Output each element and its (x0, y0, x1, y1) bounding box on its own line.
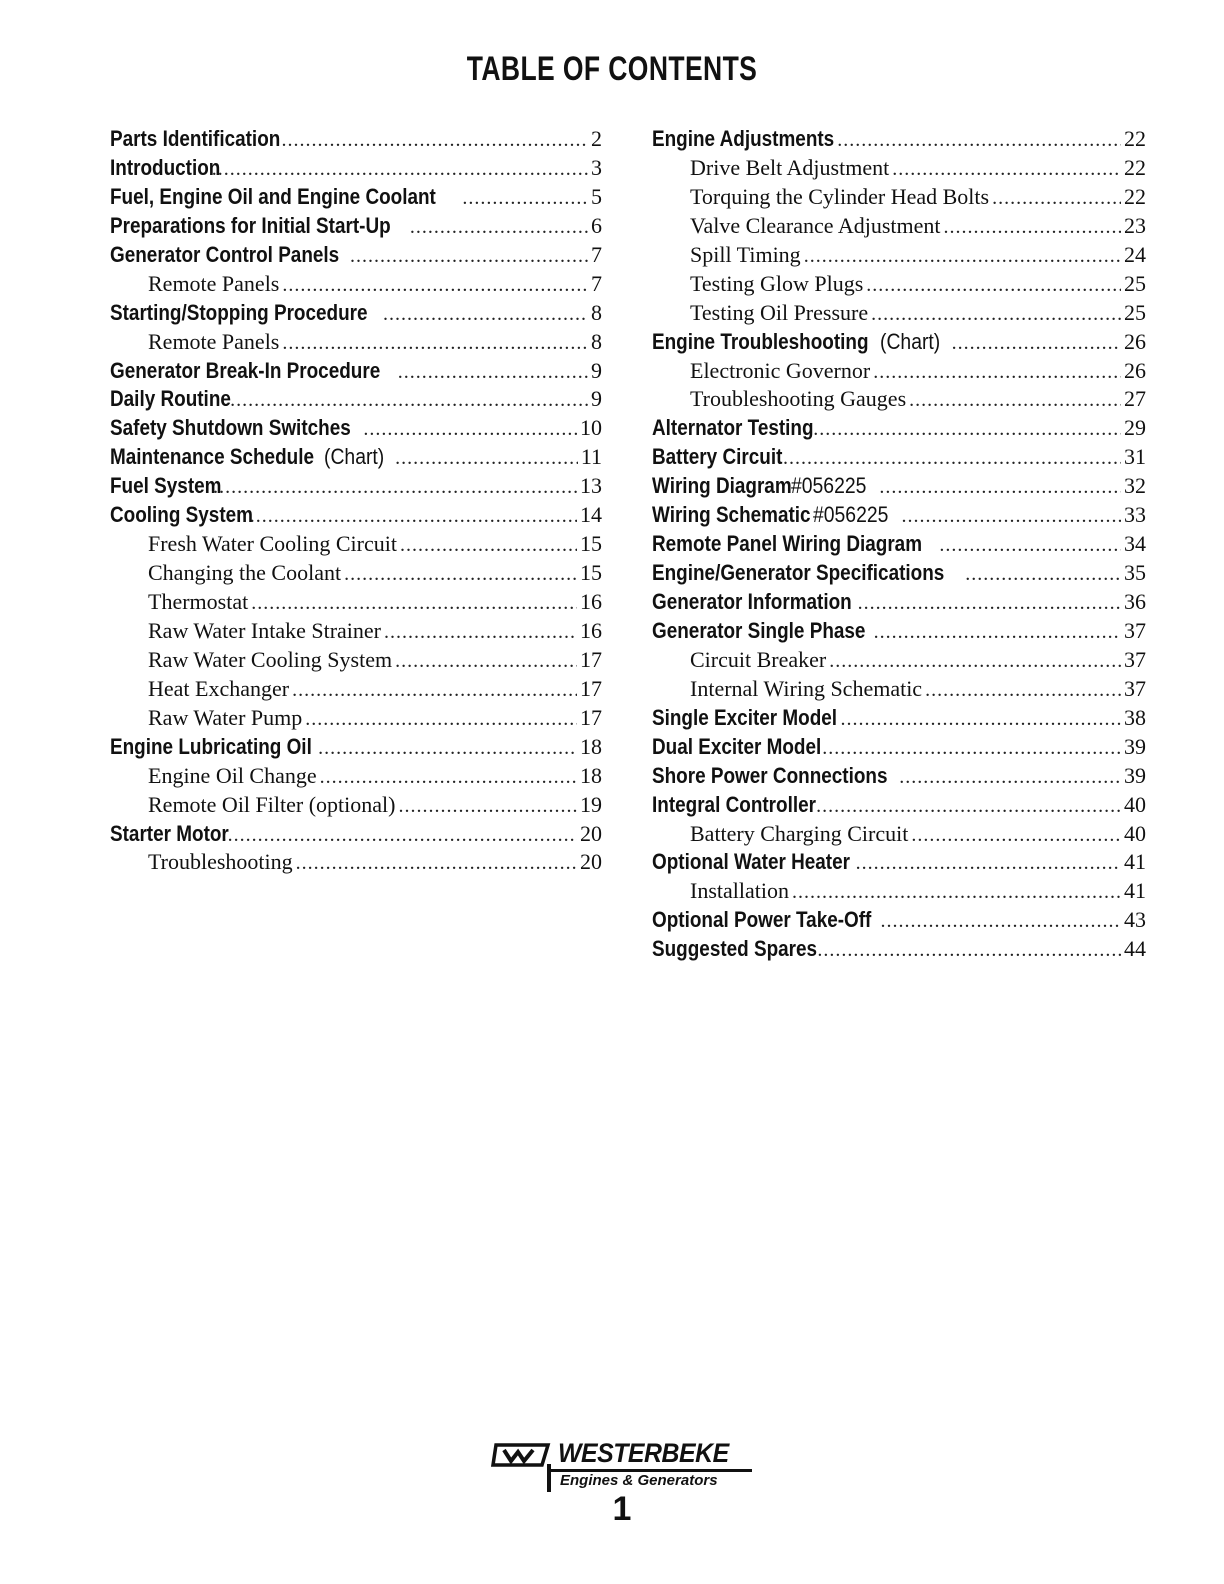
toc-dot-leader (817, 936, 1121, 964)
toc-entry-label: Introduction (110, 154, 221, 180)
toc-entry-page: 13 (580, 473, 602, 499)
toc-entry-label: Raw Water Cooling System (148, 646, 393, 672)
toc-entry-page: 33 (1124, 502, 1146, 528)
toc-entry-page: 15 (580, 560, 602, 586)
toc-dot-leader (777, 444, 1121, 472)
toc-dot-leader (292, 676, 577, 704)
toc-entry[interactable] (652, 241, 1146, 270)
toc-entry[interactable] (110, 212, 602, 241)
toc-entry[interactable] (652, 762, 1146, 791)
toc-entry-label: Testing Oil Pressure (690, 299, 869, 325)
toc-dot-leader (829, 647, 1121, 675)
toc-entry-label: Single Exciter Model (652, 704, 838, 730)
toc-entry[interactable] (652, 183, 1146, 212)
toc-dot-leader (222, 821, 577, 849)
toc-entry-label: Wiring Diagram (652, 473, 792, 499)
toc-entry[interactable] (110, 704, 602, 733)
toc-entry-page: 37 (1124, 617, 1146, 643)
toc-entry[interactable] (110, 588, 602, 617)
toc-entry-page: 40 (1124, 820, 1146, 846)
toc-dot-leader (344, 560, 577, 588)
toc-entry[interactable] (110, 154, 602, 183)
toc-entry[interactable] (652, 328, 1146, 357)
toc-entry-label: Dual Exciter Model (652, 733, 822, 759)
toc-entry[interactable] (652, 385, 1146, 414)
toc-entry-page: 15 (580, 531, 602, 557)
toc-entry[interactable] (110, 820, 602, 849)
toc-entry-label: Raw Water Intake Strainer (148, 617, 382, 643)
toc-dot-leader (410, 213, 588, 241)
toc-entry[interactable] (652, 704, 1146, 733)
toc-entry[interactable] (652, 588, 1146, 617)
toc-entry-label: Generator Information (652, 589, 852, 614)
toc-entry[interactable] (110, 241, 602, 270)
toc-dot-leader (282, 126, 588, 154)
toc-entry-label: Fuel System (110, 473, 222, 499)
toc-dot-leader (250, 502, 577, 530)
toc-dot-leader (880, 907, 1121, 935)
toc-entry[interactable] (652, 906, 1146, 935)
toc-entry-label: Battery Charging Circuit (690, 820, 909, 846)
toc-entry-label: Safety Shutdown Switches (110, 415, 351, 441)
toc-entry-label: Cooling System (110, 502, 253, 528)
toc-entry[interactable] (652, 530, 1146, 559)
toc-dot-leader (892, 155, 1121, 183)
toc-dot-leader (858, 589, 1121, 617)
toc-entry[interactable] (652, 848, 1146, 877)
toc-entry-page: 27 (1124, 386, 1146, 412)
toc-entry-label: Remote Oil Filter (optional) (148, 791, 396, 817)
toc-entry-suffix: (Chart) (880, 328, 941, 354)
toc-entry-page: 7 (591, 241, 602, 267)
toc-entry-page: 20 (580, 849, 602, 875)
toc-dot-leader (841, 705, 1121, 733)
toc-entry[interactable] (652, 559, 1146, 588)
toc-entry[interactable] (652, 935, 1146, 964)
toc-entry-label: Fuel, Engine Oil and Engine Coolant (110, 183, 436, 209)
toc-entry-page: 22 (1124, 154, 1146, 180)
toc-dot-leader (813, 415, 1121, 443)
toc-entry[interactable] (110, 270, 602, 299)
toc-dot-leader (384, 618, 577, 646)
toc-dot-leader (398, 792, 577, 820)
toc-entry-page: 5 (591, 183, 602, 209)
toc-entry-page: 22 (1124, 183, 1146, 209)
toc-entry[interactable] (110, 299, 602, 328)
toc-entry[interactable] (110, 530, 602, 559)
toc-dot-leader (856, 849, 1121, 877)
toc-entry-page: 16 (580, 589, 602, 614)
westerbeke-logo (490, 1438, 752, 1496)
toc-dot-leader (350, 242, 588, 270)
toc-dot-leader (282, 329, 588, 357)
toc-entry-suffix: (Chart) (323, 444, 384, 470)
toc-entry-label: Remote Panel Wiring Diagram (652, 531, 923, 557)
toc-dot-leader (804, 242, 1121, 270)
toc-entry-page: 24 (1124, 241, 1146, 267)
toc-entry[interactable] (652, 154, 1146, 183)
toc-entry-page: 16 (580, 617, 602, 643)
toc-entry[interactable] (652, 617, 1146, 646)
toc-dot-leader (282, 271, 588, 299)
toc-entry-label: Integral Controller (652, 791, 816, 817)
toc-dot-leader (224, 386, 588, 414)
toc-entry-label: Engine Lubricating Oil (110, 733, 312, 759)
toc-dot-leader (925, 676, 1121, 704)
toc-entry-label: Raw Water Pump (148, 704, 303, 730)
toc-entry-label: Maintenance Schedule (110, 444, 314, 470)
toc-dot-leader (296, 849, 577, 877)
toc-entry-page: 25 (1124, 270, 1146, 296)
toc-entry-label: Spill Timing (690, 241, 801, 267)
toc-entry-page: 38 (1124, 704, 1146, 730)
toc-entry-page: 22 (1124, 126, 1146, 151)
toc-entry-label: Fresh Water Cooling Circuit (148, 531, 397, 557)
toc-entry[interactable] (652, 443, 1146, 472)
toc-dot-leader (899, 763, 1121, 791)
toc-entry-page: 26 (1124, 328, 1146, 354)
toc-entry[interactable] (652, 733, 1146, 762)
toc-entry[interactable] (652, 877, 1146, 906)
toc-entry-page: 10 (580, 415, 602, 441)
toc-entry-page: 41 (1124, 849, 1146, 875)
toc-entry-label: Optional Power Take-Off (652, 907, 872, 933)
toc-entry-page: 32 (1124, 473, 1146, 499)
toc-entry-page: 11 (580, 444, 602, 470)
toc-entry[interactable] (110, 559, 602, 588)
toc-dot-leader (822, 734, 1121, 762)
toc-entry-page: 36 (1124, 589, 1146, 614)
toc-entry[interactable] (652, 357, 1146, 386)
toc-entry-label: Generator Break-In Procedure (110, 357, 381, 383)
toc-entry[interactable] (652, 820, 1146, 849)
toc-entry-label: Starter Motor (110, 820, 229, 846)
toc-entry-label: Suggested Spares (652, 936, 818, 962)
toc-left-column (110, 125, 602, 877)
logo-tagline: Engines & Generators (560, 1472, 718, 1489)
toc-entry-page: 9 (591, 386, 602, 412)
toc-entry[interactable] (652, 414, 1146, 443)
toc-entry-page: 17 (580, 704, 602, 730)
toc-entry[interactable] (110, 762, 602, 791)
toc-entry-page: 34 (1124, 531, 1146, 557)
toc-dot-leader (251, 589, 577, 617)
toc-dot-leader (965, 560, 1121, 588)
toc-dot-leader (816, 792, 1121, 820)
toc-entry-label: Generator Control Panels (110, 241, 340, 267)
page-title: TABLE OF CONTENTS (466, 50, 758, 88)
toc-entry-label: Valve Clearance Adjustment (690, 212, 941, 238)
toc-entry-page: 41 (1124, 878, 1146, 904)
toc-dot-leader (395, 647, 577, 675)
toc-dot-leader (866, 271, 1121, 299)
toc-entry[interactable] (652, 270, 1146, 299)
toc-entry[interactable] (110, 617, 602, 646)
toc-dot-leader (400, 531, 577, 559)
toc-entry-suffix: #056225 (812, 502, 889, 528)
toc-entry-page: 39 (1124, 733, 1146, 759)
toc-entry-label: Engine Troubleshooting (652, 328, 869, 354)
toc-entry-label: Changing the Coolant (148, 560, 342, 586)
toc-entry-label: Preparations for Initial Start-Up (110, 212, 391, 238)
toc-dot-leader (992, 184, 1121, 212)
toc-entry-page: 9 (591, 357, 602, 383)
toc-entry[interactable] (652, 125, 1146, 154)
toc-entry-label: Torquing the Cylinder Head Bolts (690, 183, 990, 209)
toc-dot-leader (901, 502, 1121, 530)
toc-entry[interactable] (652, 675, 1146, 704)
toc-dot-leader (363, 415, 577, 443)
toc-entry-label: Testing Glow Plugs (690, 270, 864, 296)
toc-entry-label: Remote Panels (148, 328, 280, 354)
toc-entry-page: 18 (580, 762, 602, 788)
page-number: 1 (612, 1490, 632, 1528)
toc-entry-label: Alternator Testing (652, 415, 814, 441)
toc-dot-leader (879, 473, 1121, 501)
toc-entry[interactable] (652, 646, 1146, 675)
toc-entry-page: 17 (580, 675, 602, 701)
toc-entry-label: Drive Belt Adjustment (690, 154, 890, 180)
toc-dot-leader (305, 705, 577, 733)
toc-entry-page: 6 (591, 212, 602, 238)
toc-dot-leader (871, 300, 1121, 328)
toc-entry-label: Engine Oil Change (148, 762, 317, 788)
toc-entry[interactable] (110, 472, 602, 501)
toc-entry-page: 23 (1124, 212, 1146, 238)
toc-entry[interactable] (110, 675, 602, 704)
toc-entry-label: Remote Panels (148, 270, 280, 296)
toc-entry-page: 37 (1124, 675, 1146, 701)
toc-entry[interactable] (110, 791, 602, 820)
toc-entry-label: Wiring Schematic (652, 502, 811, 528)
toc-entry-label: Thermostat (148, 589, 249, 614)
toc-entry[interactable] (110, 848, 602, 877)
toc-entry-label: Engine/Generator Specifications (652, 560, 945, 586)
toc-entry-page: 25 (1124, 299, 1146, 325)
toc-entry-label: Daily Routine (110, 386, 231, 412)
toc-entry-label: Generator Single Phase (652, 617, 866, 643)
toc-entry[interactable] (652, 299, 1146, 328)
toc-entry-page: 19 (580, 791, 602, 817)
toc-dot-leader (213, 473, 577, 501)
toc-dot-leader (383, 300, 588, 328)
toc-entry-label: Heat Exchanger (148, 675, 290, 701)
toc-entry-page: 17 (580, 646, 602, 672)
toc-dot-leader (837, 126, 1121, 154)
toc-entry[interactable] (110, 414, 602, 443)
toc-entry[interactable] (110, 443, 602, 472)
toc-entry-page: 39 (1124, 762, 1146, 788)
toc-entry[interactable] (110, 646, 602, 675)
toc-entry-page: 8 (591, 328, 602, 354)
toc-entry-page: 7 (591, 270, 602, 296)
toc-entry-label: Parts Identification (110, 126, 281, 151)
toc-entry[interactable] (110, 357, 602, 386)
toc-entry-page: 43 (1124, 907, 1146, 933)
toc-entry-page: 20 (580, 820, 602, 846)
toc-dot-leader (943, 213, 1121, 241)
toc-dot-leader (911, 821, 1121, 849)
toc-entry-label: Internal Wiring Schematic (690, 675, 923, 701)
toc-dot-leader (873, 358, 1121, 386)
toc-dot-leader (792, 878, 1121, 906)
toc-dot-leader (874, 618, 1121, 646)
toc-entry[interactable] (652, 472, 1146, 501)
toc-entry-label: Electronic Governor (690, 357, 871, 383)
westerbeke-w-logo-icon (490, 1442, 552, 1468)
toc-dot-leader (939, 531, 1121, 559)
toc-entry-page: 3 (591, 154, 602, 180)
toc-dot-leader (395, 444, 578, 472)
toc-entry-page: 37 (1124, 646, 1146, 672)
toc-dot-leader (212, 155, 588, 183)
toc-entry[interactable] (110, 501, 602, 530)
toc-entry[interactable] (110, 125, 602, 154)
toc-entry-label: Troubleshooting (148, 849, 293, 875)
toc-dot-leader (398, 358, 588, 386)
toc-dot-leader (909, 386, 1121, 414)
toc-entry-page: 18 (580, 733, 602, 759)
toc-dot-leader (462, 184, 588, 212)
toc-dot-leader (320, 763, 577, 791)
toc-right-column (652, 125, 1146, 964)
toc-entry-label: Optional Water Heater (652, 849, 851, 875)
toc-dot-leader (952, 329, 1121, 357)
toc-entry[interactable] (110, 385, 602, 414)
toc-entry-page: 26 (1124, 357, 1146, 383)
toc-entry-page: 31 (1124, 444, 1146, 470)
toc-entry-page: 40 (1124, 791, 1146, 817)
toc-dot-leader (318, 734, 577, 762)
toc-entry-page: 14 (580, 502, 602, 528)
toc-entry-label: Engine Adjustments (652, 126, 835, 151)
toc-entry-label: Shore Power Connections (652, 762, 888, 788)
toc-entry-label: Circuit Breaker (690, 646, 827, 672)
toc-entry[interactable] (110, 328, 602, 357)
toc-entry-label: Troubleshooting Gauges (690, 386, 907, 412)
toc-entry-page: 29 (1124, 415, 1146, 441)
toc-entry-page: 44 (1124, 936, 1146, 962)
toc-entry[interactable] (652, 212, 1146, 241)
toc-entry-label: Starting/Stopping Procedure (110, 299, 368, 325)
toc-entry[interactable] (652, 791, 1146, 820)
toc-entry-label: Battery Circuit (652, 444, 783, 470)
logo-brand-text: WESTERBEKE (558, 1438, 729, 1468)
toc-entry[interactable] (110, 183, 602, 212)
toc-entry-page: 2 (591, 126, 602, 151)
toc-entry[interactable] (652, 501, 1146, 530)
toc-entry-page: 8 (591, 299, 602, 325)
toc-entry-label: Installation (690, 878, 789, 904)
toc-entry-page: 35 (1124, 560, 1146, 586)
toc-entry-suffix: #056225 (790, 473, 867, 499)
toc-entry[interactable] (110, 733, 602, 762)
